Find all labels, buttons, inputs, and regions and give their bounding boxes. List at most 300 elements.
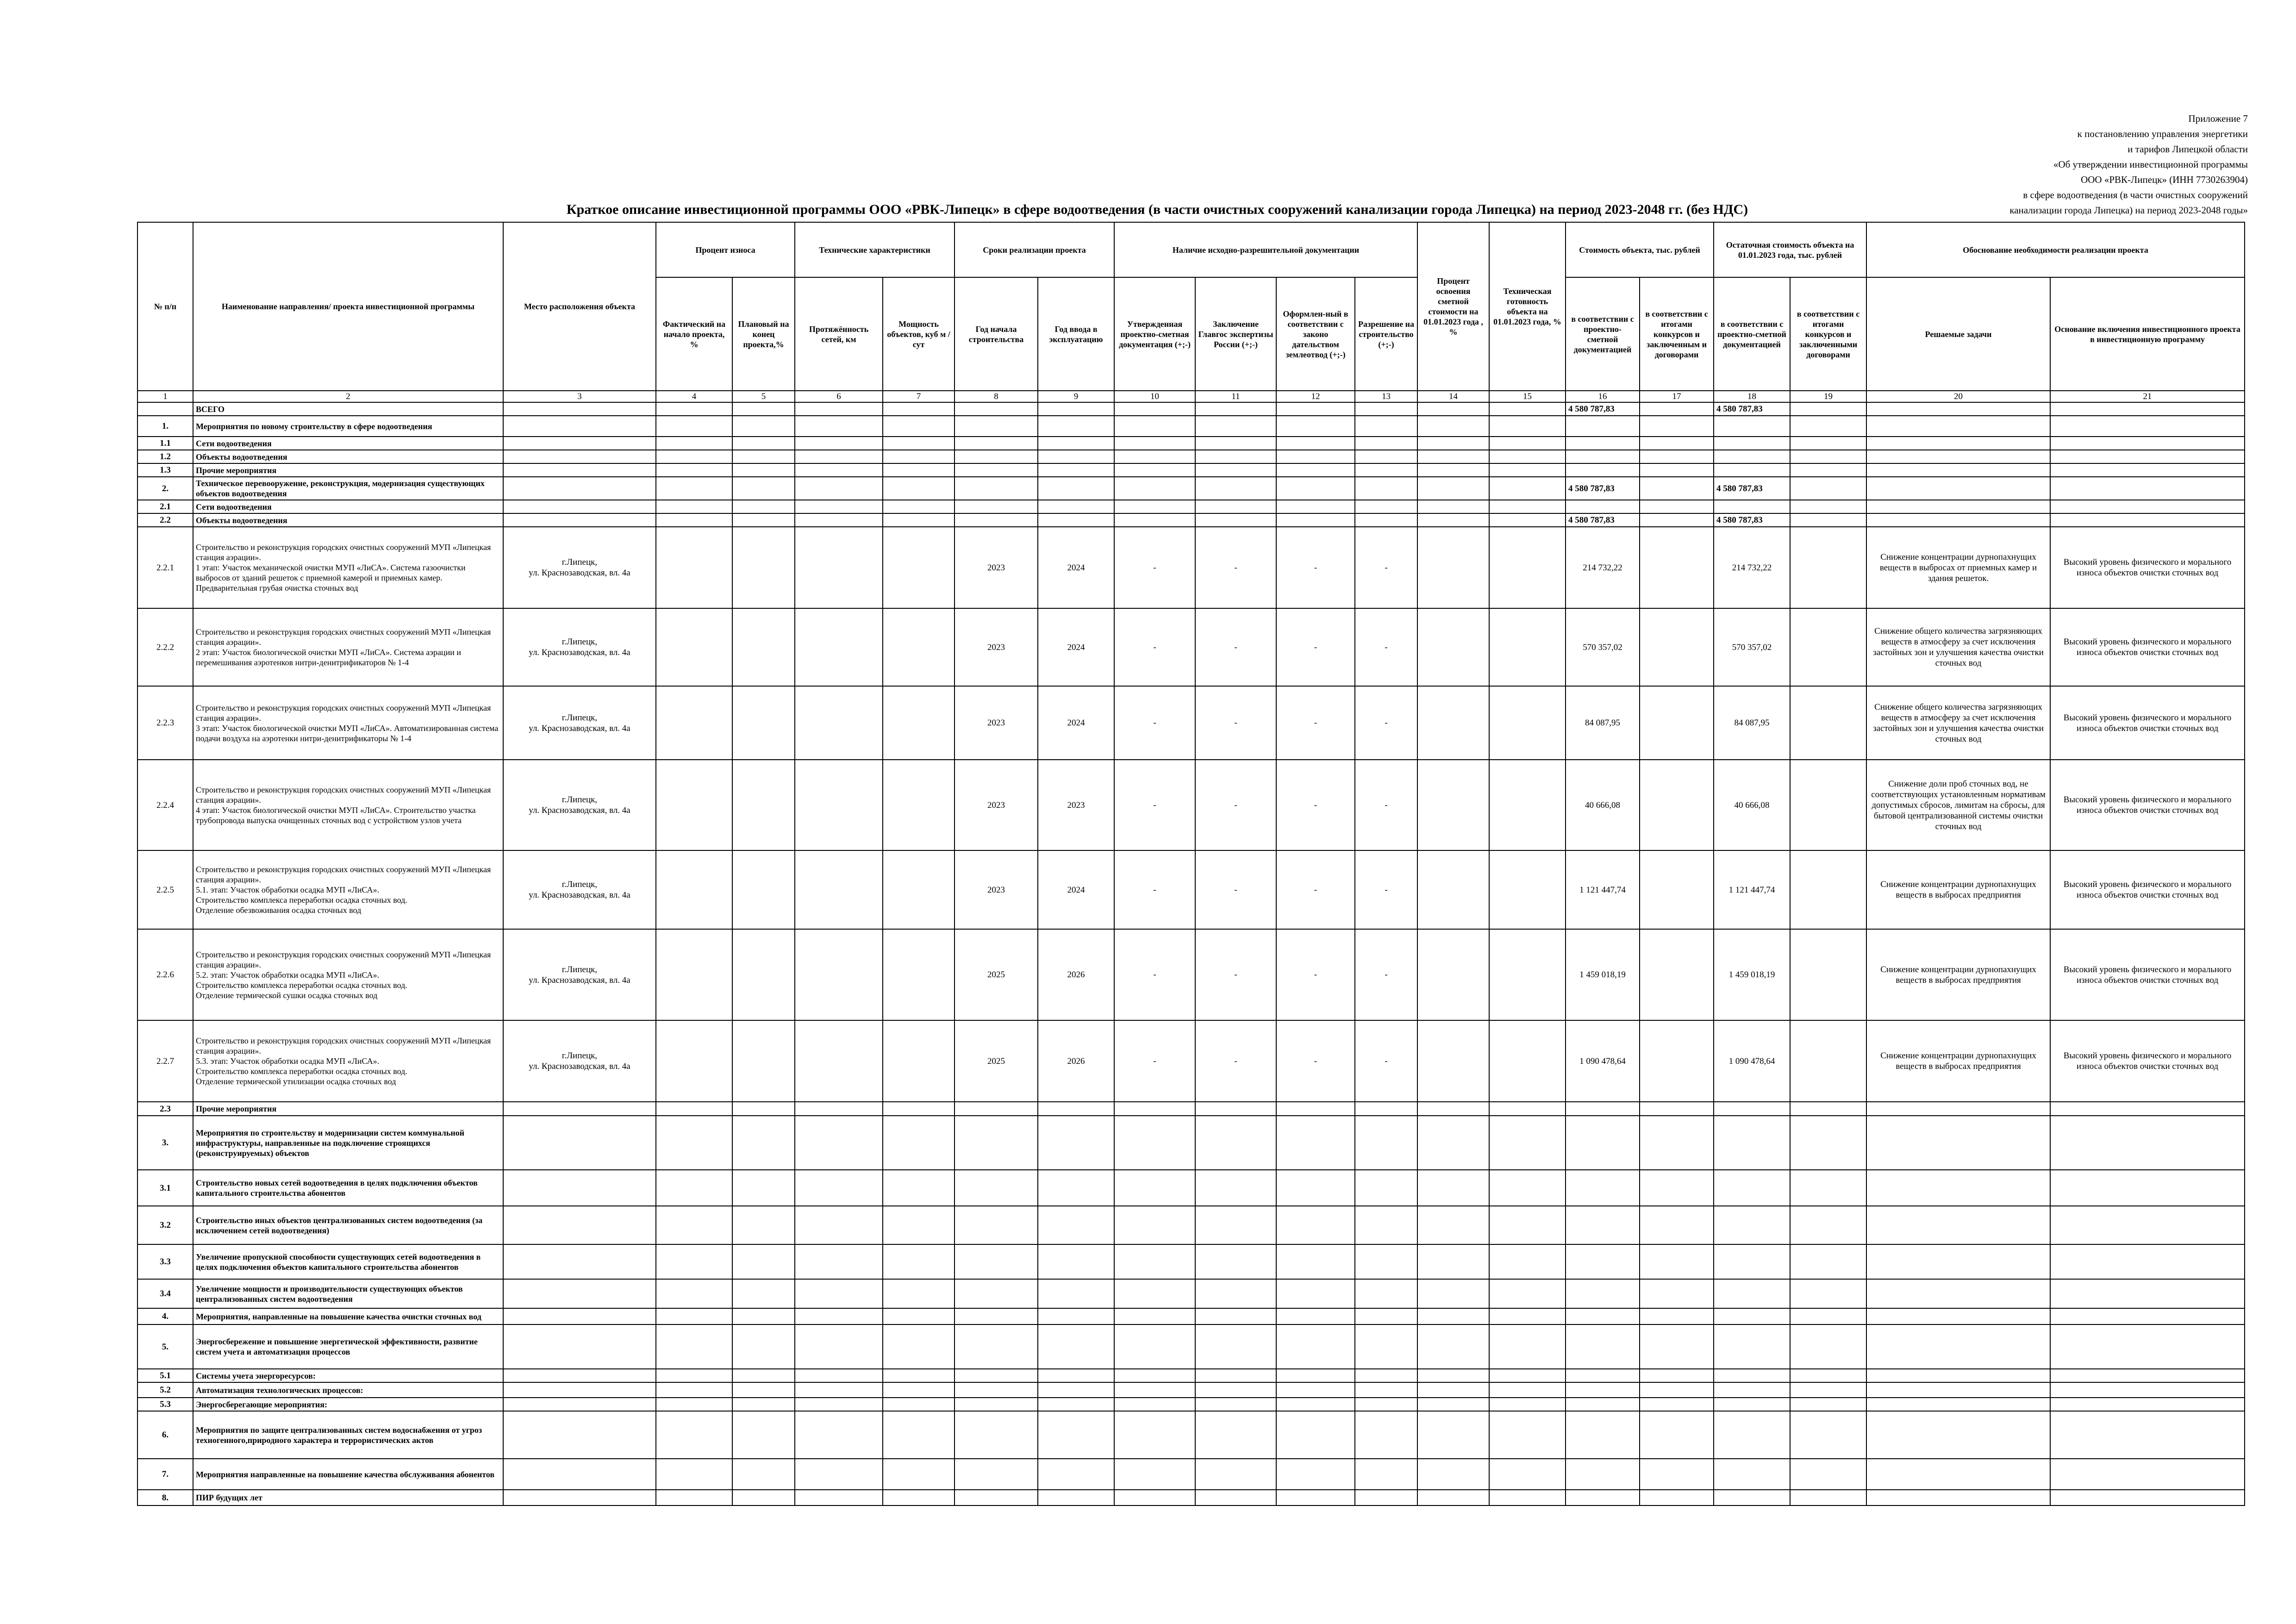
rest-design: 214 732,22 (1714, 527, 1790, 608)
table-body (137, 402, 2245, 1505)
start-year (955, 1398, 1038, 1411)
wear-plan (732, 500, 795, 513)
docs-permit (1355, 1116, 1417, 1170)
row-name: Мероприятия, направленные на повышение качества очистки сточных вод (193, 1308, 503, 1324)
readiness (1489, 1398, 1566, 1411)
wear-plan (732, 1102, 795, 1116)
row-place (503, 1459, 656, 1490)
row-name: Сети водоотведения (193, 500, 503, 513)
row-place (503, 513, 656, 527)
row-place (503, 1490, 656, 1505)
docs-permit (1355, 1459, 1417, 1490)
wear-plan (732, 527, 795, 608)
readiness (1489, 1116, 1566, 1170)
rest-design (1714, 1206, 1790, 1244)
rest-contracts (1790, 463, 1866, 477)
cost-design (1566, 1116, 1640, 1170)
row-name: Прочие мероприятия (193, 1102, 503, 1116)
header-tasks: Решаемые задачи (1866, 277, 2050, 391)
rest-contracts (1790, 500, 1866, 513)
row-tasks: Снижение концентрации дурнопахнущих веществ в выбросах предприятия (1866, 850, 2050, 929)
readiness (1489, 1459, 1566, 1490)
readiness (1489, 760, 1566, 850)
header-basis: Основание включения инвестиционного проекта в инвестиционную программу (2050, 277, 2245, 391)
docs-permit (1355, 1170, 1417, 1206)
wear-fact (656, 477, 732, 500)
row-tasks (1866, 1279, 2050, 1308)
wear-plan (732, 1411, 795, 1459)
row-number: 2.2 (137, 513, 193, 527)
tech-length (795, 1279, 883, 1308)
tech-length (795, 1398, 883, 1411)
rest-contracts (1790, 450, 1866, 463)
docs-expertise (1195, 1369, 1276, 1382)
docs-expertise (1195, 1382, 1276, 1398)
tech-length (795, 1206, 883, 1244)
readiness (1489, 1244, 1566, 1279)
row-tasks (1866, 1398, 2050, 1411)
row-number: 5.2 (137, 1382, 193, 1398)
estimate-pct (1417, 929, 1489, 1020)
docs-land: - (1276, 929, 1355, 1020)
wear-fact (656, 527, 732, 608)
row-name: Сети водоотведения (193, 437, 503, 450)
rest-contracts (1790, 608, 1866, 686)
cost-design (1566, 1308, 1640, 1324)
header-start-year: Год начала строительства (955, 277, 1038, 391)
docs-expertise (1195, 1244, 1276, 1279)
wear-fact (656, 1324, 732, 1369)
cost-design (1566, 500, 1640, 513)
header-ready: Техническая готовность объекта на 01.01.2023 года, % (1489, 222, 1566, 391)
docs-permit (1355, 1244, 1417, 1279)
docs-expertise: - (1195, 929, 1276, 1020)
wear-plan (732, 463, 795, 477)
cost-contracts (1640, 1020, 1714, 1102)
docs-permit (1355, 1279, 1417, 1308)
docs-expertise (1195, 1206, 1276, 1244)
tech-capacity (883, 1116, 955, 1170)
table-row (137, 1116, 2245, 1170)
readiness (1489, 1170, 1566, 1206)
start-year (955, 450, 1038, 463)
header-name: Наименование направления/ проекта инвестиционной программы (193, 222, 503, 391)
header-pct: Процент освоения сметной стоимости на 01.01.2023 года , % (1417, 222, 1489, 391)
end-year (1038, 1102, 1114, 1116)
wear-fact (656, 402, 732, 416)
header-terms: Сроки реализации проекта (955, 222, 1114, 277)
docs-permit (1355, 1490, 1417, 1505)
rest-contracts (1790, 1116, 1866, 1170)
column-number: 16 (1566, 391, 1640, 402)
estimate-pct (1417, 850, 1489, 929)
docs-permit: - (1355, 850, 1417, 929)
column-number: 5 (732, 391, 795, 402)
row-name: Энергосбережение и повышение энергетической эффективности, развитие систем учета и автоматизация процессов (193, 1324, 503, 1369)
cost-design: 4 580 787,83 (1566, 513, 1640, 527)
annex-line: «Об утверждении инвестиционной программы (2053, 159, 2248, 170)
document-title: Краткое описание инвестиционной программы ООО «РВК-Липецк» в сфере водоотведения (в части очистных сооружений канализации города Липецка) на период 2023-2048 гг. (без НДС) (566, 202, 1748, 217)
docs-permit (1355, 437, 1417, 450)
docs-expertise (1195, 1324, 1276, 1369)
docs-design (1114, 437, 1195, 450)
end-year: 2024 (1038, 686, 1114, 760)
docs-permit (1355, 1382, 1417, 1398)
cost-contracts (1640, 500, 1714, 513)
rest-contracts (1790, 1411, 1866, 1459)
row-place (503, 1244, 656, 1279)
estimate-pct (1417, 686, 1489, 760)
row-number: 2.2.3 (137, 686, 193, 760)
wear-plan (732, 1459, 795, 1490)
header-justification: Обоснование необходимости реализации проекта (1866, 222, 2245, 277)
table-row (137, 416, 2245, 437)
row-name: Строительство новых сетей водоотведения в целях подключения объектов капитального строительства абонентов (193, 1170, 503, 1206)
start-year (955, 1116, 1038, 1170)
docs-land (1276, 1116, 1355, 1170)
docs-expertise (1195, 1490, 1276, 1505)
cost-contracts (1640, 416, 1714, 437)
end-year (1038, 513, 1114, 527)
row-number: 5.3 (137, 1398, 193, 1411)
row-number (137, 402, 193, 416)
tech-capacity (883, 1398, 955, 1411)
docs-land (1276, 1398, 1355, 1411)
wear-fact (656, 500, 732, 513)
docs-expertise: - (1195, 850, 1276, 929)
row-tasks: Снижение общего количества загрязняющих веществ в атмосферу за счет исключения застойных зон и улучшения качества очистки сточных вод (1866, 686, 2050, 760)
row-basis (2050, 1244, 2245, 1279)
rest-contracts (1790, 1398, 1866, 1411)
wear-plan (732, 1020, 795, 1102)
row-place (503, 477, 656, 500)
row-basis (2050, 463, 2245, 477)
table-row (137, 1369, 2245, 1382)
tech-capacity (883, 1020, 955, 1102)
docs-design (1114, 1459, 1195, 1490)
docs-design (1114, 1279, 1195, 1308)
docs-permit (1355, 1398, 1417, 1411)
row-number: 4. (137, 1308, 193, 1324)
header-wear-plan: Плановый на конец проекта,% (732, 277, 795, 391)
annex-line: и тарифов Липецкой области (2128, 144, 2248, 155)
docs-land (1276, 1324, 1355, 1369)
readiness (1489, 1308, 1566, 1324)
cost-contracts (1640, 1382, 1714, 1398)
cost-design: 1 459 018,19 (1566, 929, 1640, 1020)
readiness (1489, 1020, 1566, 1102)
wear-fact (656, 1244, 732, 1279)
header-place: Место расположения объекта (503, 222, 656, 391)
start-year (955, 437, 1038, 450)
row-number: 2.2.5 (137, 850, 193, 929)
rest-contracts (1790, 1102, 1866, 1116)
readiness (1489, 500, 1566, 513)
row-place: г.Липецк, ул. Краснозаводская, вл. 4а (503, 686, 656, 760)
estimate-pct (1417, 1206, 1489, 1244)
row-name: Строительство и реконструкция городских очистных сооружений МУП «Липецкая станция аэрации». 5.1. этап: Участок обработки осадка МУП «ЛиСА». Строительство комплекса переработки осадка сточных вод. Отделение обезвоживания осадка сточных вод (193, 850, 503, 929)
rest-design (1714, 1324, 1790, 1369)
estimate-pct (1417, 1279, 1489, 1308)
row-tasks (1866, 1102, 2050, 1116)
docs-permit: - (1355, 760, 1417, 850)
estimate-pct (1417, 1324, 1489, 1369)
cost-contracts (1640, 437, 1714, 450)
docs-land (1276, 1102, 1355, 1116)
docs-design (1114, 463, 1195, 477)
tech-length (795, 513, 883, 527)
row-place (503, 1382, 656, 1398)
tech-capacity (883, 1459, 955, 1490)
row-place: г.Липецк, ул. Краснозаводская, вл. 4а (503, 760, 656, 850)
start-year (955, 1279, 1038, 1308)
readiness (1489, 929, 1566, 1020)
table-row (137, 1459, 2245, 1490)
cost-contracts (1640, 1459, 1714, 1490)
start-year: 2023 (955, 760, 1038, 850)
rest-contracts (1790, 1206, 1866, 1244)
docs-design: - (1114, 760, 1195, 850)
docs-land (1276, 513, 1355, 527)
row-name: ВСЕГО (193, 402, 503, 416)
tech-length (795, 477, 883, 500)
wear-plan (732, 437, 795, 450)
cost-design (1566, 1102, 1640, 1116)
start-year: 2023 (955, 850, 1038, 929)
start-year: 2023 (955, 608, 1038, 686)
row-number: 2.1 (137, 500, 193, 513)
row-basis (2050, 402, 2245, 416)
row-basis (2050, 1369, 2245, 1382)
tech-length (795, 1459, 883, 1490)
wear-plan (732, 1398, 795, 1411)
tech-length (795, 1020, 883, 1102)
docs-expertise (1195, 513, 1276, 527)
end-year (1038, 1324, 1114, 1369)
docs-permit (1355, 450, 1417, 463)
column-number: 15 (1489, 391, 1566, 402)
column-number: 8 (955, 391, 1038, 402)
cost-contracts (1640, 1102, 1714, 1116)
row-number: 2.3 (137, 1102, 193, 1116)
row-tasks (1866, 416, 2050, 437)
row-number: 3.4 (137, 1279, 193, 1308)
wear-plan (732, 477, 795, 500)
rest-design (1714, 1170, 1790, 1206)
readiness (1489, 608, 1566, 686)
tech-length (795, 850, 883, 929)
docs-land (1276, 1459, 1355, 1490)
estimate-pct (1417, 1244, 1489, 1279)
docs-expertise (1195, 500, 1276, 513)
readiness (1489, 402, 1566, 416)
wear-fact (656, 929, 732, 1020)
readiness (1489, 1206, 1566, 1244)
docs-design (1114, 1382, 1195, 1398)
docs-permit (1355, 513, 1417, 527)
rest-design (1714, 450, 1790, 463)
docs-land (1276, 1279, 1355, 1308)
rest-design: 1 459 018,19 (1714, 929, 1790, 1020)
estimate-pct (1417, 513, 1489, 527)
docs-expertise (1195, 477, 1276, 500)
row-basis: Высокий уровень физического и морального износа объектов очистки сточных вод (2050, 760, 2245, 850)
row-basis (2050, 477, 2245, 500)
table-row (137, 686, 2245, 760)
rest-design (1714, 1490, 1790, 1505)
docs-land (1276, 500, 1355, 513)
row-basis (2050, 1411, 2245, 1459)
tech-length (795, 416, 883, 437)
annex-line: к постановлению управления энергетики (2077, 128, 2248, 139)
tech-capacity (883, 1490, 955, 1505)
docs-design (1114, 402, 1195, 416)
tech-capacity (883, 1102, 955, 1116)
end-year (1038, 402, 1114, 416)
end-year (1038, 1116, 1114, 1170)
rest-contracts (1790, 1382, 1866, 1398)
tech-capacity (883, 513, 955, 527)
docs-design (1114, 450, 1195, 463)
end-year (1038, 463, 1114, 477)
docs-design (1114, 416, 1195, 437)
rest-design (1714, 1102, 1790, 1116)
header-tech: Технические характеристики (795, 222, 955, 277)
rest-contracts (1790, 1490, 1866, 1505)
wear-fact (656, 608, 732, 686)
readiness (1489, 463, 1566, 477)
row-place: г.Липецк, ул. Краснозаводская, вл. 4а (503, 608, 656, 686)
rest-design: 4 580 787,83 (1714, 477, 1790, 500)
row-tasks (1866, 1382, 2050, 1398)
end-year (1038, 1459, 1114, 1490)
row-tasks: Снижение концентрации дурнопахнущих веществ в выбросах от приемных камер и здания решеток. (1866, 527, 2050, 608)
wear-fact (656, 1102, 732, 1116)
row-place (503, 500, 656, 513)
start-year (955, 1244, 1038, 1279)
wear-plan (732, 1308, 795, 1324)
tech-length (795, 437, 883, 450)
rest-design (1714, 1398, 1790, 1411)
end-year: 2024 (1038, 850, 1114, 929)
investment-program-table (137, 222, 2245, 1506)
tech-capacity (883, 1244, 955, 1279)
end-year: 2024 (1038, 608, 1114, 686)
docs-land: - (1276, 527, 1355, 608)
end-year (1038, 477, 1114, 500)
row-place (503, 1170, 656, 1206)
tech-capacity (883, 1382, 955, 1398)
cost-contracts (1640, 1308, 1714, 1324)
docs-land (1276, 1411, 1355, 1459)
cost-contracts (1640, 513, 1714, 527)
rest-design: 4 580 787,83 (1714, 513, 1790, 527)
start-year: 2023 (955, 527, 1038, 608)
row-place (503, 1308, 656, 1324)
table-row (137, 1170, 2245, 1206)
tech-length (795, 1324, 883, 1369)
cost-contracts (1640, 477, 1714, 500)
docs-design (1114, 1490, 1195, 1505)
rest-design: 570 357,02 (1714, 608, 1790, 686)
wear-plan (732, 850, 795, 929)
wear-plan (732, 1116, 795, 1170)
row-tasks (1866, 1411, 2050, 1459)
tech-capacity (883, 1411, 955, 1459)
cost-contracts (1640, 1244, 1714, 1279)
docs-design: - (1114, 929, 1195, 1020)
start-year (955, 402, 1038, 416)
cost-contracts (1640, 1324, 1714, 1369)
row-name: Мероприятия по новому строительству в сфере водоотведения (193, 416, 503, 437)
cost-design (1566, 1411, 1640, 1459)
docs-permit (1355, 1206, 1417, 1244)
docs-land: - (1276, 850, 1355, 929)
row-number: 2.2.7 (137, 1020, 193, 1102)
tech-capacity (883, 450, 955, 463)
header-docs-permit: Разрешение на строительство (+;-) (1355, 277, 1417, 391)
rest-contracts (1790, 527, 1866, 608)
rest-contracts (1790, 1324, 1866, 1369)
row-tasks (1866, 1244, 2050, 1279)
row-tasks: Снижение доли проб сточных вод, не соответствующих установленным нормативам допустимых сбросов, лимитам на сбросы, для бытовой централизованной системы очистки сточных вод (1866, 760, 2050, 850)
row-basis: Высокий уровень физического и морального износа объектов очистки сточных вод (2050, 1020, 2245, 1102)
row-name: Автоматизация технологических процессов: (193, 1382, 503, 1398)
table-row (137, 1020, 2245, 1102)
row-name: Строительство и реконструкция городских очистных сооружений МУП «Липецкая станция аэрации». 5.2. этап: Участок обработки осадка МУП «ЛиСА». Строительство комплекса переработки осадка сточных вод. Отделение термической сушки осадка сточных вод (193, 929, 503, 1020)
docs-permit (1355, 416, 1417, 437)
end-year: 2024 (1038, 527, 1114, 608)
docs-expertise (1195, 1279, 1276, 1308)
cost-contracts (1640, 760, 1714, 850)
row-number: 1. (137, 416, 193, 437)
rest-contracts (1790, 1308, 1866, 1324)
wear-plan (732, 760, 795, 850)
docs-permit: - (1355, 686, 1417, 760)
docs-expertise (1195, 1398, 1276, 1411)
wear-plan (732, 1206, 795, 1244)
row-name: Увеличение пропускной способности существующих сетей водоотведения в целях подключения объектов капитального строительства абонентов (193, 1244, 503, 1279)
start-year (955, 1324, 1038, 1369)
cost-design: 4 580 787,83 (1566, 402, 1640, 416)
readiness (1489, 1490, 1566, 1505)
row-place (503, 416, 656, 437)
docs-expertise (1195, 1308, 1276, 1324)
tech-capacity (883, 1170, 955, 1206)
row-place (503, 1411, 656, 1459)
docs-expertise: - (1195, 527, 1276, 608)
row-number: 7. (137, 1459, 193, 1490)
row-place: г.Липецк, ул. Краснозаводская, вл. 4а (503, 527, 656, 608)
docs-permit: - (1355, 527, 1417, 608)
docs-land: - (1276, 608, 1355, 686)
docs-land: - (1276, 760, 1355, 850)
row-tasks (1866, 513, 2050, 527)
rest-contracts (1790, 1459, 1866, 1490)
row-name: Мероприятия направленные на повышение качества обслуживания абонентов (193, 1459, 503, 1490)
cost-contracts (1640, 850, 1714, 929)
cost-contracts (1640, 1116, 1714, 1170)
row-tasks (1866, 500, 2050, 513)
docs-expertise (1195, 402, 1276, 416)
tech-length (795, 527, 883, 608)
end-year (1038, 1308, 1114, 1324)
wear-fact (656, 1170, 732, 1206)
cost-contracts (1640, 929, 1714, 1020)
row-number: 3.2 (137, 1206, 193, 1244)
row-name: Строительство и реконструкция городских очистных сооружений МУП «Липецкая станция аэрации». 4 этап: Участок биологической очистки МУП «ЛиСА». Строительство участка трубопровода выпуска очищенных сточных вод с устройством узлов учета (193, 760, 503, 850)
end-year (1038, 1244, 1114, 1279)
